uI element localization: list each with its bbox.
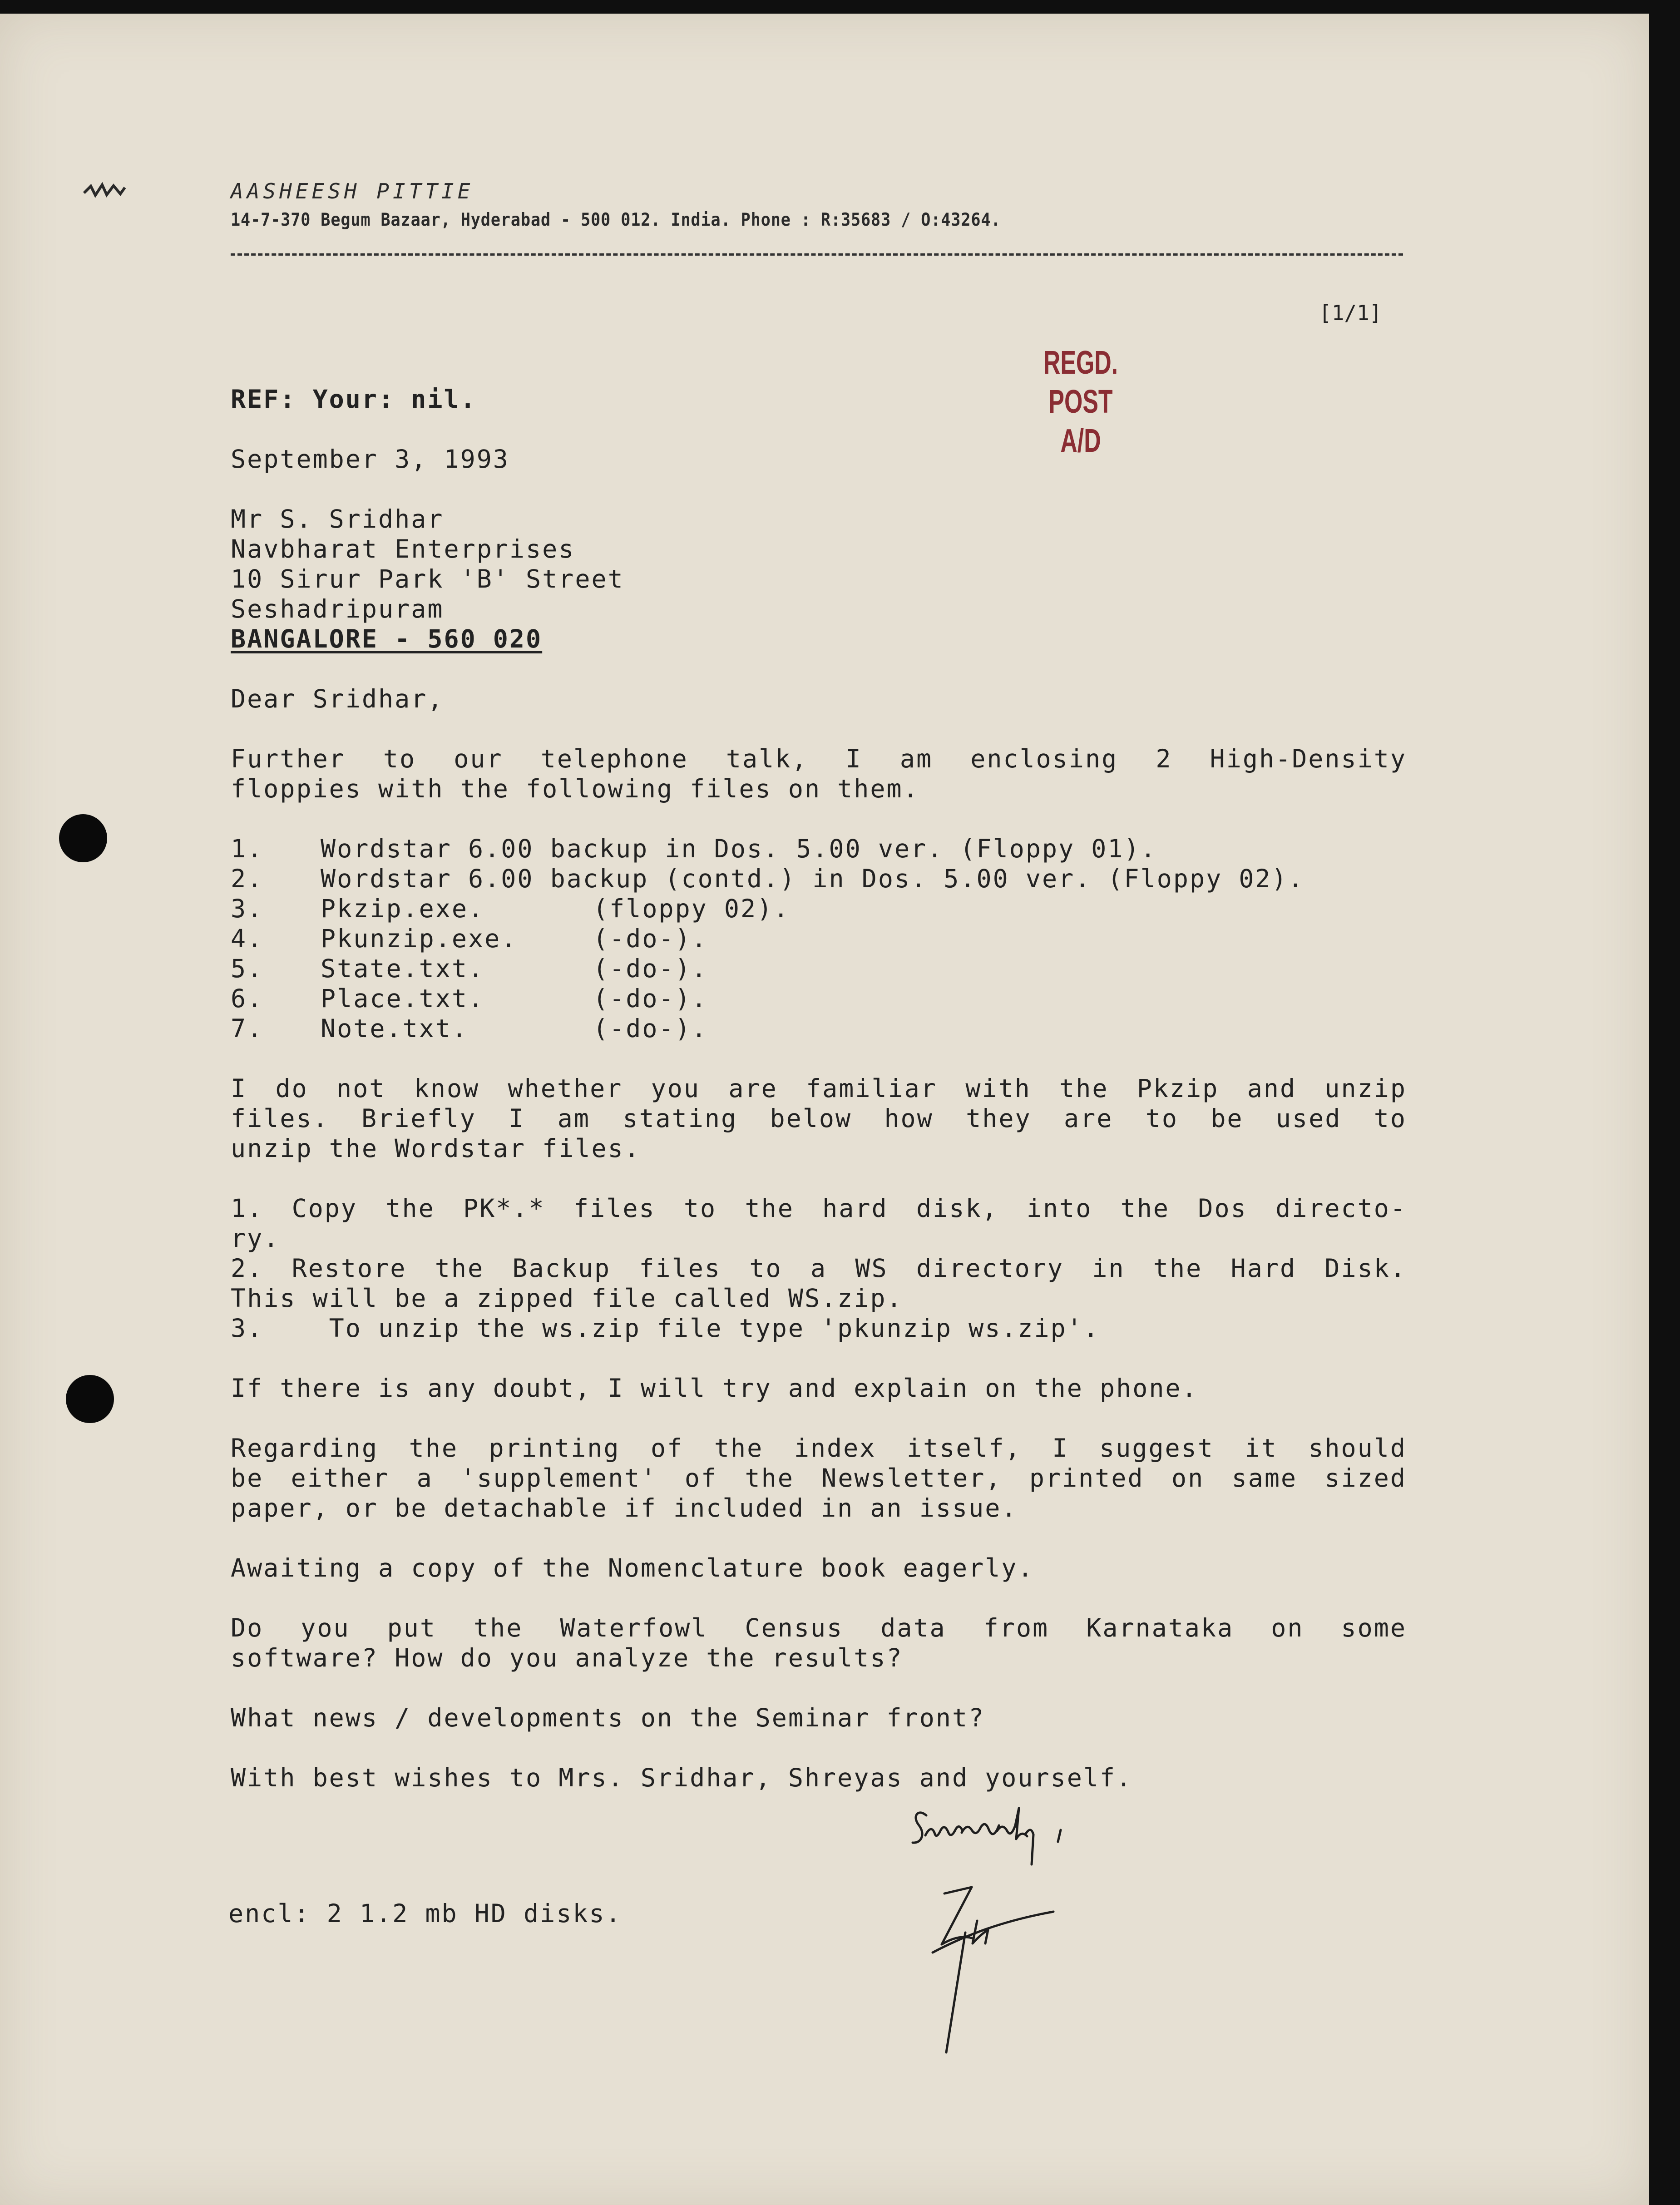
list-note: (-do-). xyxy=(593,1014,708,1043)
list-file: Wordstar 6.00 backup in Dos. 5.00 ver. (Floppy 01). xyxy=(321,834,1157,863)
list-file: Place.txt. xyxy=(321,984,485,1013)
list-number: 4. xyxy=(231,924,264,953)
paragraph-line: Do you put the Waterfowl Census data from Karnataka on some xyxy=(231,1613,1407,1642)
step-line: 1. Copy the PK*.* files to the hard disk, into the Dos directo- xyxy=(231,1194,1407,1223)
intro-line: Further to our telephone talk, I am enclosing 2 High-Density xyxy=(231,744,1407,773)
list-number: 6. xyxy=(231,984,264,1013)
stamp-line-2: POST A/D xyxy=(1048,384,1113,459)
list-item xyxy=(231,1014,1407,1043)
letterhead-name: AASHEESH PITTIE xyxy=(231,179,474,203)
paragraph-line: Regarding the printing of the index itself, I suggest it should xyxy=(231,1434,1407,1463)
nomenclature-paragraph: Awaiting a copy of the Nomenclature book eagerly. xyxy=(231,1553,1034,1582)
list-item xyxy=(231,924,1407,954)
pkzip-paragraph xyxy=(231,1073,1407,1163)
doubt-paragraph: If there is any doubt, I will try and explain on the phone. xyxy=(231,1374,1198,1403)
recipient-company: Navbharat Enterprises xyxy=(231,534,575,564)
list-item xyxy=(231,834,1407,864)
recipient-address xyxy=(231,504,1407,654)
paragraph-line: unzip the Wordstar files. xyxy=(231,1134,641,1163)
step-line: 3. To unzip the ws.zip file type 'pkunzip ws.zip'. xyxy=(231,1314,1100,1343)
reference-line: REF: Your: nil. xyxy=(231,385,477,414)
recipient-street: 10 Sirur Park 'B' Street xyxy=(231,564,624,593)
step-line: 2. Restore the Backup files to a WS directory in the Hard Disk. xyxy=(231,1254,1407,1283)
list-file: Pkunzip.exe. xyxy=(321,924,518,953)
letter-body xyxy=(231,384,1407,1823)
paragraph-line: paper, or be detachable if included in an issue. xyxy=(231,1493,1018,1523)
stamp-line-1: REGD. xyxy=(1043,345,1118,381)
list-number: 2. xyxy=(231,864,264,893)
list-file: Wordstar 6.00 backup (contd.) in Dos. 5.00 ver. (Floppy 02). xyxy=(321,864,1304,893)
paragraph-line: I do not know whether you are familiar with the Pkzip and unzip xyxy=(231,1074,1407,1103)
step-line: This will be a zipped file called WS.zip. xyxy=(231,1284,903,1313)
list-number: 5. xyxy=(231,954,264,983)
list-note: (-do-). xyxy=(593,954,708,983)
step-line: ry. xyxy=(231,1224,280,1253)
wishes-paragraph: With best wishes to Mrs. Sridhar, Shreyas and yourself. xyxy=(231,1763,1133,1792)
seminar-paragraph: What news / developments on the Seminar front? xyxy=(231,1703,985,1732)
paragraph-line: be either a 'supplement' of the Newsletter, printed on same sized xyxy=(231,1463,1407,1493)
intro-paragraph xyxy=(231,744,1407,804)
intro-line: floppies with the following files on them. xyxy=(231,774,919,803)
recipient-city: BANGALORE - 560 020 xyxy=(231,624,543,653)
punch-hole xyxy=(66,1375,114,1423)
list-number: 1. xyxy=(231,834,264,863)
list-item xyxy=(231,954,1407,984)
list-note: (floppy 02). xyxy=(593,894,790,923)
list-item xyxy=(231,984,1407,1014)
list-number: 7. xyxy=(231,1014,264,1043)
handwritten-signature xyxy=(908,1798,1190,2107)
list-number: 3. xyxy=(231,894,264,923)
census-paragraph xyxy=(231,1613,1407,1673)
list-item xyxy=(231,864,1407,894)
recipient-area: Seshadripuram xyxy=(231,594,444,623)
index-paragraph xyxy=(231,1433,1407,1523)
letter-page xyxy=(0,14,1649,2205)
list-file: Pkzip.exe. xyxy=(321,894,485,923)
recipient-name: Mr S. Sridhar xyxy=(231,504,444,534)
letter-date: September 3, 1993 xyxy=(231,445,509,474)
list-note: (-do-). xyxy=(593,924,708,953)
list-item xyxy=(231,894,1407,924)
punch-hole xyxy=(59,814,107,862)
file-list xyxy=(231,834,1407,1043)
scribble-mark xyxy=(82,179,127,202)
unzip-steps xyxy=(231,1193,1407,1343)
paragraph-line: software? How do you analyze the results? xyxy=(231,1643,903,1672)
list-note: (-do-). xyxy=(593,984,708,1013)
enclosure-note: encl: 2 1.2 mb HD disks. xyxy=(228,1899,622,1928)
list-file: State.txt. xyxy=(321,954,485,983)
letterhead-address: 14-7-370 Begum Bazaar, Hyderabad - 500 012. India. Phone : R:35683 / O:43264. xyxy=(231,210,1001,230)
page-marker: [1/1] xyxy=(1319,301,1382,325)
paragraph-line: files. Briefly I am stating below how they are to be used to xyxy=(231,1104,1407,1133)
salutation: Dear Sridhar, xyxy=(231,684,444,713)
list-file: Note.txt. xyxy=(321,1014,469,1043)
letterhead-rule xyxy=(231,253,1403,256)
